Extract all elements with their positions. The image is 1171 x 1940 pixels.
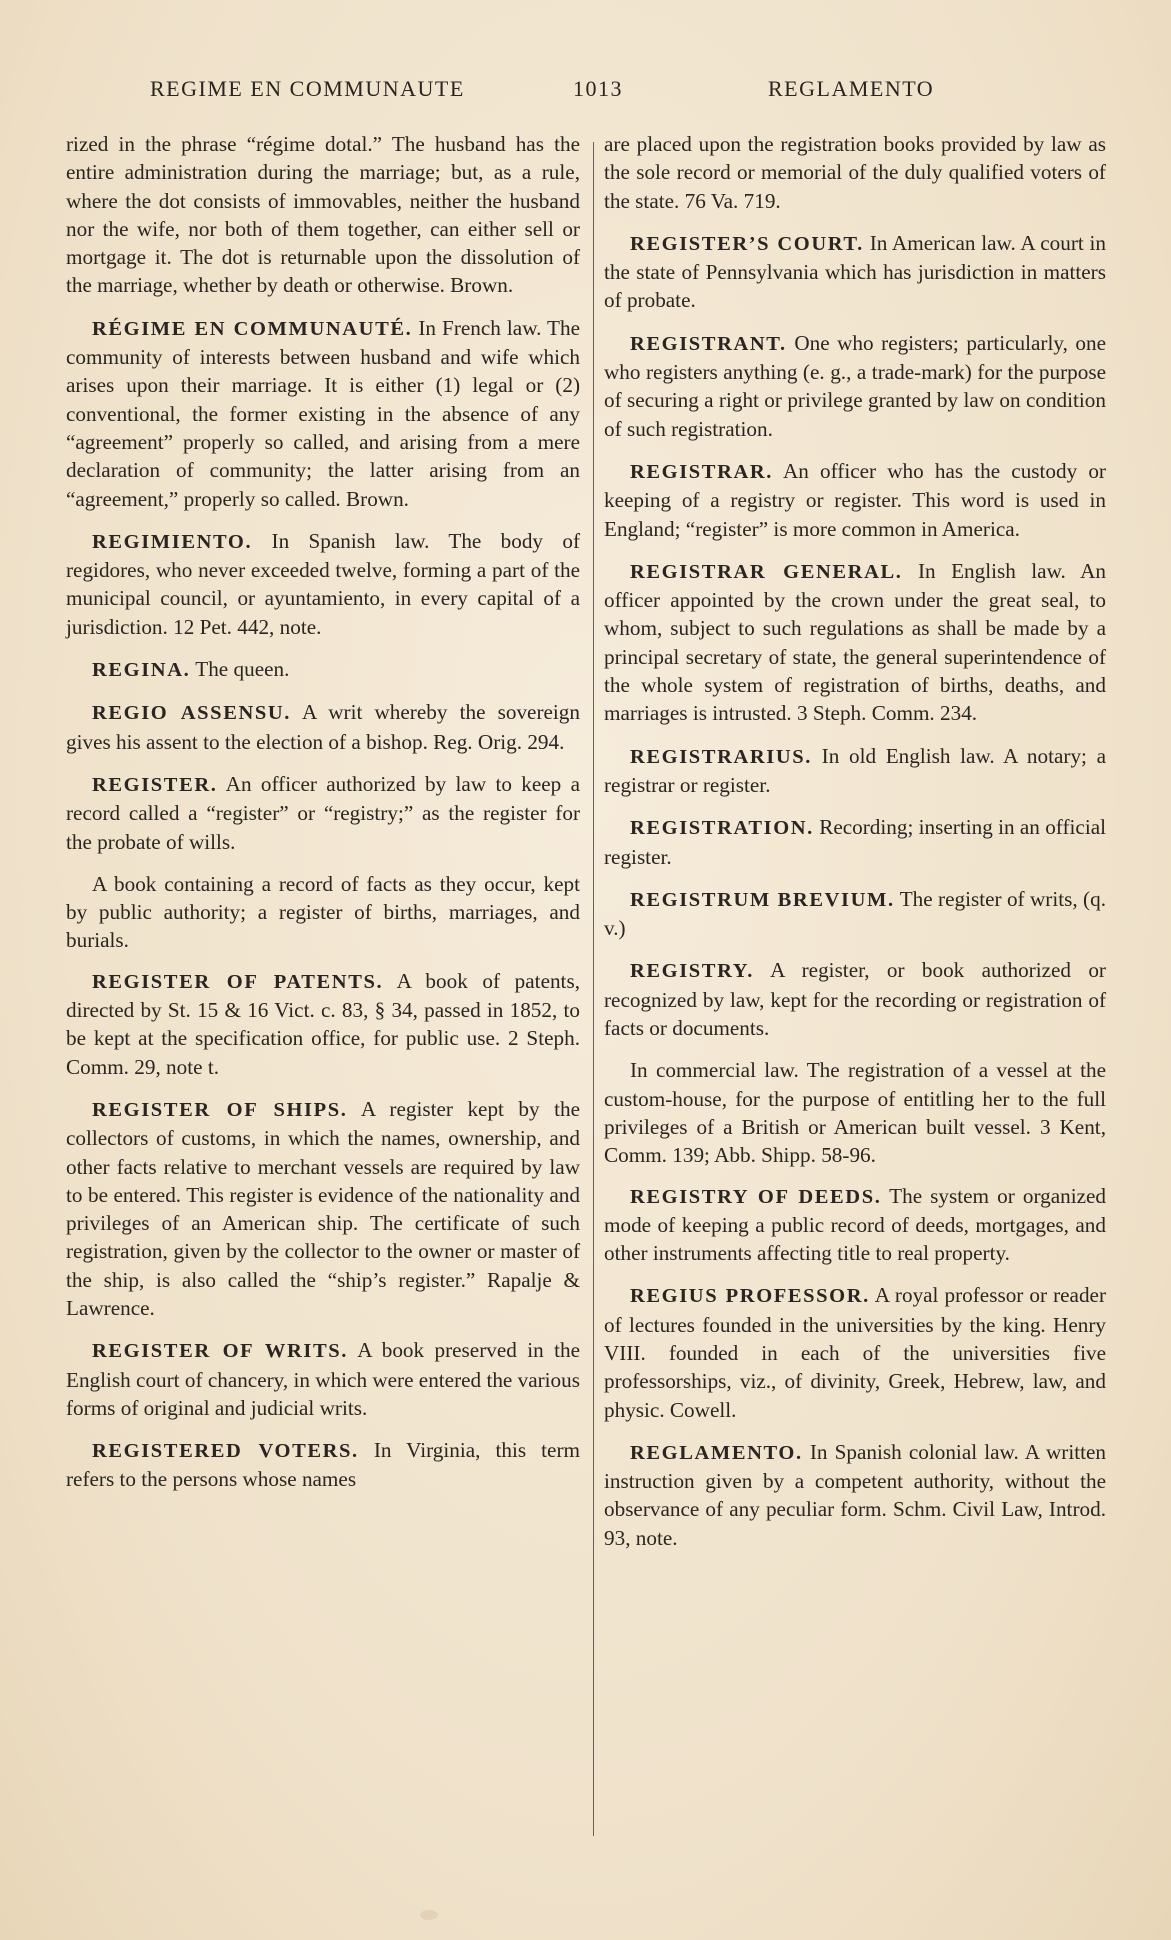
dictionary-entry [604, 956, 1106, 1042]
page-number: 1013 [573, 76, 623, 101]
entry-term: REGINA. [92, 659, 191, 682]
entry-term: RÉGIME EN COMMUNAUTÉ. [92, 317, 413, 340]
entry-term: REGISTRANT. [630, 332, 787, 355]
entry-definition: A writ whereby the sovereign gives his assent to the election of a bishop. Reg. Orig. 294. [66, 700, 580, 754]
dictionary-entry [66, 314, 580, 513]
dictionary-entry [66, 130, 580, 300]
dictionary-entry [66, 655, 580, 684]
dictionary-entry [604, 329, 1106, 443]
entry-term: REGIMIENTO. [92, 530, 253, 553]
dictionary-entry [66, 967, 580, 1081]
entry-term: REGISTRAR. [630, 460, 774, 483]
header-left-guideword: REGIME EN COMMUNAUTE [150, 76, 465, 101]
entry-definition: The system or organized mode of keeping a public record of deeds, mortgages, and other instruments affecting title to real property. [604, 1183, 1107, 1266]
entry-definition: In old English law. A notary; a registrar or register. [604, 743, 1107, 797]
dictionary-entry [66, 770, 580, 856]
entry-term: REGLAMENTO. [630, 1441, 803, 1464]
dictionary-entry [66, 1436, 580, 1494]
entry-term: REGISTRAR GENERAL. [630, 560, 903, 583]
entry-definition: A book of patents, directed by St. 15 & 16 Vict. c. 83, § 34, passed in 1852, to be kept at the specification office, for public use. 2 Steph. Comm. 29, note t. [66, 968, 580, 1079]
entry-term: REGISTER’S COURT. [630, 232, 864, 255]
dictionary-entry [604, 1438, 1106, 1552]
entry-term: REGISTER. [92, 773, 218, 796]
entry-term: REGISTRATION. [630, 817, 814, 840]
dictionary-entry [604, 885, 1106, 943]
dictionary-entry [66, 1095, 580, 1322]
entry-definition: An officer who has the custody or keeping of a registry or register. This word is used in England; “register” is more common in America. [604, 458, 1106, 541]
dictionary-entry [604, 1281, 1106, 1423]
dictionary-entry [604, 742, 1106, 800]
entry-definition: A register kept by the collectors of customs, in which the names, ownership, and other facts relative to merchant vessels are required by law to be entered. This register is evidence of the nationality and privileges of an American ship. The certificate of such registration, given by the collector to the owner or master of the ship, is also called the “ship’s register.” Rapalje & Lawrence. [66, 1096, 580, 1320]
entry-definition: Recording; inserting in an official register. [604, 815, 1106, 869]
paper-stain [420, 1910, 438, 1920]
entry-definition: A book preserved in the English court of chancery, in which were entered the various forms of original and judicial writs. [66, 1338, 580, 1420]
entry-term: REGIUS PROFESSOR. [630, 1285, 870, 1308]
dictionary-entry [604, 813, 1106, 871]
entry-definition: In English law. An officer appointed by the crown under the great seal, to whom, subject to such regulations as shall be made by a principal secretary of state, the general superintendence of the whole system of registration of births, deaths, and marriages is intrusted. 3 Steph. Comm. 234. [604, 558, 1106, 726]
entry-definition: In American law. A court in the state of Pennsylvania which has jurisdiction in matters of probate. [604, 230, 1107, 313]
entry-definition: An officer authorized by law to keep a record called a “register” or “registry;” as the register for the probate of wills. [66, 771, 580, 854]
right-column [604, 130, 1106, 1566]
entry-term: REGISTRY. [630, 960, 755, 983]
column-divider [593, 142, 594, 1836]
entry-additional-paragraph: A book containing a record of facts as they occur, kept by public authority; a register of births, marriages, and burials. [66, 871, 580, 953]
entry-definition: In Spanish colonial law. A written instruction given by a competent authority, without the observance of any peculiar form. Schm. Civil Law, Introd. 93, note. [604, 1439, 1106, 1550]
entry-term: REGISTRARIUS. [630, 745, 812, 768]
entry-term: REGISTERED VOTERS. [92, 1440, 359, 1463]
entry-definition: A royal professor or reader of lectures founded in the universities by the king. Henry VIII. founded in each of the universities five professorships, viz., of divinity, Greek, Hebrew, law, and physic. Cowell. [604, 1283, 1107, 1422]
dictionary-entry [604, 557, 1106, 728]
entry-term: REGISTRUM BREVIUM. [630, 888, 895, 911]
dictionary-entry [604, 457, 1106, 543]
entry-term: REGISTER OF WRITS. [92, 1340, 348, 1363]
entry-term: REGISTRY OF DEEDS. [630, 1185, 882, 1208]
entry-definition: In Spanish law. The body of regidores, who never exceeded twelve, forming a part of the municipal council, or ayuntamiento, in every capital of a jurisdiction. 12 Pet. 442, note. [66, 528, 580, 639]
entry-additional-paragraph: In commercial law. The registration of a vessel at the custom-house, for the purpose of entitling her to the full privileges of a British or American built vessel. 3 Kent, Comm. 139; Abb. Shipp. 58-96. [604, 1058, 1106, 1168]
entry-term: REGISTER OF PATENTS. [92, 970, 384, 993]
entry-definition: In French law. The community of interests between husband and wife which arises upon their marriage. It is either (1) legal or (2) conventional, the former existing in the absence of any “agreement” properly so called, and arising from a mere declaration of community; the latter arising from an “agreement,” properly so called. Brown. [66, 315, 580, 511]
dictionary-entry [66, 698, 580, 756]
entry-definition: rized in the phrase “régime dotal.” The husband has the entire administration during the marriage; but, as a rule, where the dot consists of immovables, neither the husband nor the wife, nor both of them together, can either sell or mortgage it. The dot is returnable upon the dissolution of the marriage, whether by death or otherwise. Brown. [66, 132, 580, 298]
header-right-guideword: REGLAMENTO [768, 76, 935, 101]
dictionary-entry [604, 130, 1106, 215]
entry-definition: One who registers; particularly, one who registers anything (e. g., a trade-mark) for the purpose of securing a right or privilege granted by law on condition of such registration. [604, 330, 1107, 441]
left-column [66, 130, 580, 1508]
entry-definition: A register, or book authorized or recognized by law, kept for the recording or registration of facts or documents. [604, 958, 1106, 1041]
entry-definition: The queen. [195, 657, 290, 682]
dictionary-entry [66, 1336, 580, 1422]
entry-term: REGIO ASSENSU. [92, 702, 291, 725]
dictionary-entry [604, 229, 1106, 315]
entry-definition: The register of writs, (q. v.) [604, 886, 1106, 941]
entry-definition: In Virginia, this term refers to the persons whose names [66, 1438, 580, 1492]
entry-definition: are placed upon the registration books provided by law as the sole record or memorial of the duly qualified voters of the state. 76 Va. 719. [604, 132, 1106, 213]
running-header [0, 76, 1171, 110]
dictionary-entry [604, 1182, 1106, 1268]
dictionary-entry [66, 527, 580, 641]
entry-term: REGISTER OF SHIPS. [92, 1098, 348, 1121]
